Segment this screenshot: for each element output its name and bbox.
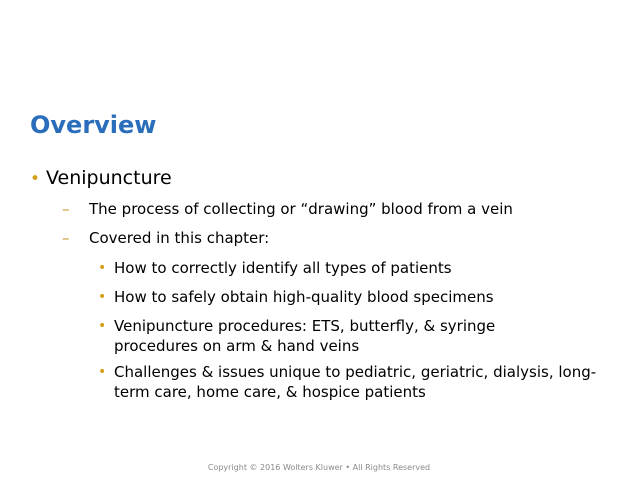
sub-item-text: The process of collecting or “drawing” blood from a vein <box>89 200 513 218</box>
bullet-dot-icon: • <box>98 289 107 305</box>
sub-item-covered <box>62 228 269 248</box>
bullet-dot-icon: • <box>98 318 107 334</box>
covered-item-text: Venipuncture procedures: ETS, butterfly, & syringe procedures on arm & hand veins <box>114 317 496 355</box>
bullet-text: Venipuncture <box>46 167 172 189</box>
covered-item-specimens <box>98 287 598 307</box>
dash-icon: – <box>62 229 70 247</box>
copyright-footer: Copyright © 2016 Wolters Kluwer • All Rights Reserved <box>207 463 431 472</box>
covered-item-text: How to safely obtain high-quality blood specimens <box>114 288 494 306</box>
bullet-dot-icon: • <box>30 169 41 189</box>
covered-item-text: How to correctly identify all types of patients <box>114 259 452 277</box>
bullet-dot-icon: • <box>98 260 107 276</box>
bullet-dot-icon: • <box>98 364 107 380</box>
covered-item-procedures <box>98 316 598 356</box>
covered-item-challenges <box>98 362 598 402</box>
covered-item-identify <box>98 258 598 278</box>
sub-item-definition <box>62 199 513 219</box>
bullet-venipuncture <box>30 165 172 192</box>
dash-icon: – <box>62 200 70 218</box>
covered-item-text: Challenges & issues unique to pediatric, geriatric, dialysis, long-term care, home care, & hospice patients <box>114 363 597 401</box>
sub-item-text: Covered in this chapter: <box>89 229 270 247</box>
slide-title: Overview <box>30 111 157 139</box>
